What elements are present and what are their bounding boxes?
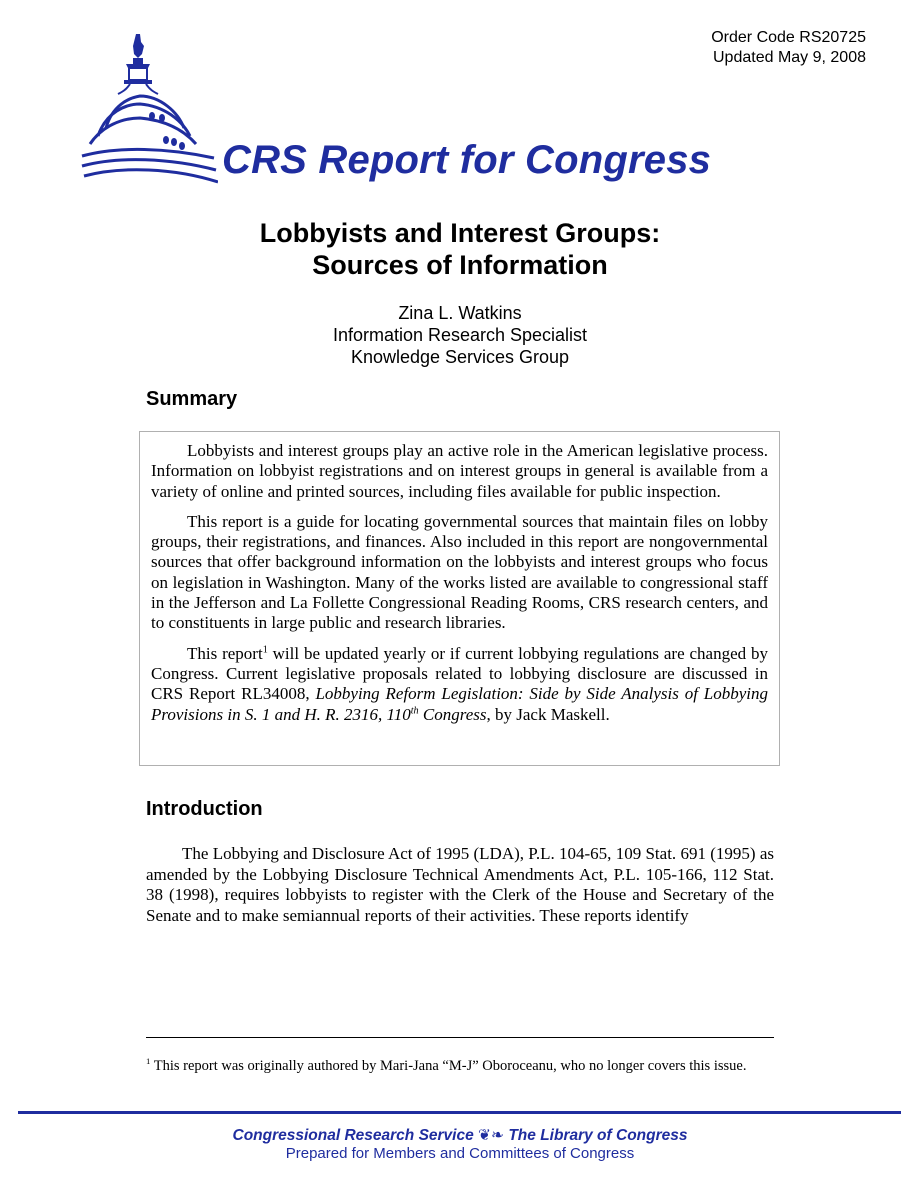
author-group: Knowledge Services Group <box>350 347 570 367</box>
introduction-heading: Introduction <box>146 798 263 820</box>
order-code: Order Code RS20725 <box>711 29 866 46</box>
introduction-paragraph: The Lobbying and Disclosure Act of 1995 (LDA), P.L. 104-65, 109 Stat. 691 (1995) as amended by the Lobbying Disclosure Technical Amendments Act, P.L. 105-166, 112 Stat. 38 (1998), requires lobbyists to register with the Clerk of the House and Secretary of the Senate and to make semiannual reports of their activities. These reports identify <box>146 844 774 925</box>
footer-divider <box>18 1111 901 1114</box>
order-code-block <box>711 28 866 68</box>
report-title <box>0 217 920 281</box>
report-title-line2: Sources of Information <box>312 250 608 280</box>
summary-p3-end: , by Jack Maskell. <box>486 704 610 724</box>
ordinal-suffix: th <box>410 704 419 716</box>
summary-paragraph-3 <box>151 644 768 725</box>
footer-loc: The Library of Congress <box>508 1127 688 1144</box>
summary-p3-mid: will be updated yearly or if current lobbying regulations are changed by Congress. Current legislative proposals related to lobbying disclosure are discussed in CRS Report RL34008, <box>151 643 768 704</box>
summary-box <box>139 431 780 766</box>
footnote-divider <box>146 1037 774 1038</box>
summary-paragraph-1: Lobbyists and interest groups play an active role in the American legislative process. Information on lobbyist registrations and on interest groups in general is available from a variety of online and printed sources, including files available for public inspection. <box>151 441 768 501</box>
author-name: Zina L. Watkins <box>398 303 522 323</box>
cited-report-title-text: Lobbying Reform Legislation: Side by Side Analysis of Lobbying Provisions in S. 1 and H. R. 2316, 110 <box>151 684 769 724</box>
capitol-dome-icon <box>78 28 218 188</box>
footer-credit <box>0 1126 920 1145</box>
updated-date: Updated May 9, 2008 <box>713 49 866 66</box>
footnote <box>146 1057 774 1075</box>
cited-report-title-end: Congress <box>418 704 487 724</box>
summary-p3-start: This report <box>187 643 263 663</box>
footnote-reference[interactable]: 1 <box>262 644 268 656</box>
summary-heading: Summary <box>146 388 238 410</box>
footnote-mark: 1 <box>146 1056 151 1067</box>
author-block <box>0 302 920 368</box>
summary-paragraph-2: This report is a guide for locating governmental sources that maintain files on lobby groups, their registrations, and finances. Also included in this report are nongovernmental sources that offer background information on the lobbyists and interest groups who focus on legislation in Washington. Many of the works listed are available to congressional staff in the Jefferson and La Follette Congressional Reading Rooms, CRS research centers, and to constituents in large public and research libraries. <box>151 511 768 633</box>
ornament-icon: ❦❧ <box>478 1127 505 1144</box>
banner-title: CRS Report for Congress <box>222 138 712 182</box>
footer-crs: Congressional Research Service <box>232 1127 474 1144</box>
footnote-text: This report was originally authored by Mari-Jana “M-J” Oboroceanu, who no longer covers this issue. <box>150 1058 747 1074</box>
footer-tagline: Prepared for Members and Committees of Congress <box>285 1145 635 1162</box>
report-title-line1: Lobbyists and Interest Groups: <box>259 218 661 248</box>
author-role: Information Research Specialist <box>332 325 588 345</box>
